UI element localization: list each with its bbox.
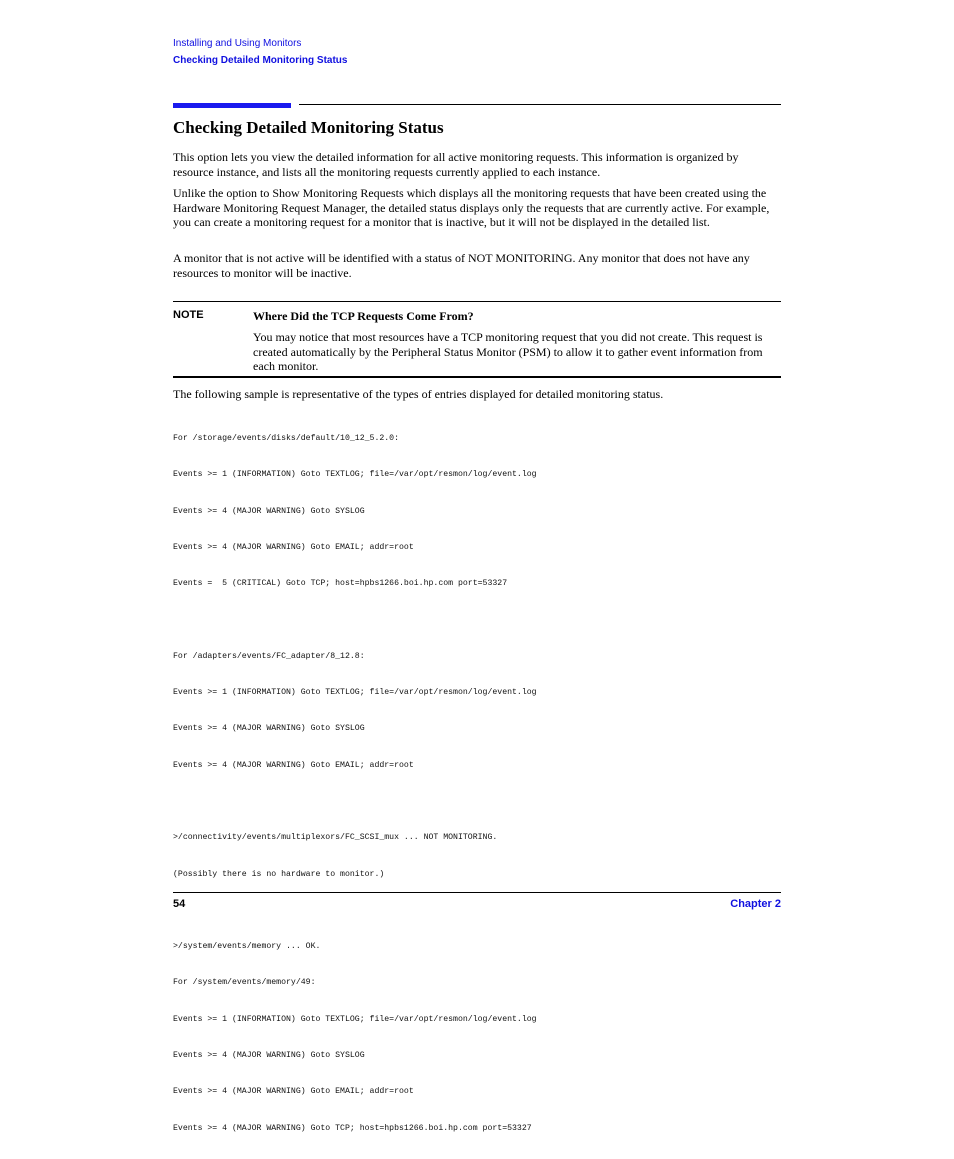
code-line [173,796,537,808]
note-bottom-rule [173,376,781,378]
code-line: Events >= 4 (MAJOR WARNING) Goto EMAIL; addr=root [173,760,414,770]
code-line: Events >= 1 (INFORMATION) Goto TEXTLOG; file=/var/opt/resmon/log/event.log [173,688,537,698]
code-sample [173,409,537,1159]
code-line: Events >= 1 (INFORMATION) Goto TEXTLOG; file=/var/opt/resmon/log/event.log [173,470,537,480]
code-line [173,615,537,627]
code-line [173,905,537,917]
code-line: Events >= 4 (MAJOR WARNING) Goto EMAIL; addr=root [173,1087,414,1097]
note-body: You may notice that most resources have a TCP monitoring request that you did not create. This request is created automatically by the Peripheral Status Monitor (PSM) to allow it to gather event information from each monitor. [253,330,763,373]
breadcrumb-current-link[interactable]: Checking Detailed Monitoring Status [173,55,348,66]
footer-rule [173,892,781,893]
note-title: Where Did the TCP Requests Come From? [253,309,474,323]
code-line: >/connectivity/events/multiplexors/FC_SCSI_mux ... NOT MONITORING. [173,833,498,843]
page-number: 54 [173,898,186,910]
section-title: Checking Detailed Monitoring Status [173,118,444,137]
code-line: Events >= 4 (MAJOR WARNING) Goto SYSLOG [173,1050,365,1060]
code-line: Events = 5 (CRITICAL) Goto TCP; host=hpbs1266.boi.hp.com port=53327 [173,579,508,589]
section-accent-bar [173,103,291,108]
paragraph-inactive: A monitor that is not active will be identified with a status of NOT MONITORING. Any monitor that does not have any resources to monitor will be inactive. [173,251,750,280]
code-line: For /system/events/memory/49: [173,978,316,988]
code-line: Events >= 4 (MAJOR WARNING) Goto EMAIL; addr=root [173,543,414,553]
code-line: Events >= 4 (MAJOR WARNING) Goto SYSLOG [173,506,365,516]
code-line: Events >= 4 (MAJOR WARNING) Goto TCP; host=hpbs1266.boi.hp.com port=53327 [173,1123,532,1133]
code-line: >/system/events/memory ... OK. [173,942,321,952]
code-line: (Possibly there is no hardware to monitor.) [173,869,385,879]
code-line: Events >= 4 (MAJOR WARNING) Goto SYSLOG [173,724,365,734]
code-line: Events >= 1 (INFORMATION) Goto TEXTLOG; file=/var/opt/resmon/log/event.log [173,1014,537,1024]
note-label: NOTE [173,309,204,321]
paragraph-comparison: Unlike the option to Show Monitoring Requests which displays all the monitoring requests that have been created using the Hardware Monitoring Request Manager, the detailed status displays only the requests that are currently active. For example, you can create a monitoring request for a monitor that is inactive, but it will not be displayed in the detailed list. [173,186,770,229]
sample-intro: The following sample is representative of the types of entries displayed for detailed monitoring status. [173,387,664,401]
section-divider [299,104,781,105]
code-line: For /adapters/events/FC_adapter/8_12.8: [173,651,365,661]
paragraph-intro: This option lets you view the detailed information for all active monitoring requests. This information is organized by resource instance, and lists all the monitoring requests currently applied to each instance. [173,150,739,179]
chapter-link[interactable]: Chapter 2 [730,898,781,910]
code-line: For /storage/events/disks/default/10_12_5.2.0: [173,434,400,444]
breadcrumb-parent-link[interactable]: Installing and Using Monitors [173,38,302,49]
note-top-rule [173,301,781,302]
